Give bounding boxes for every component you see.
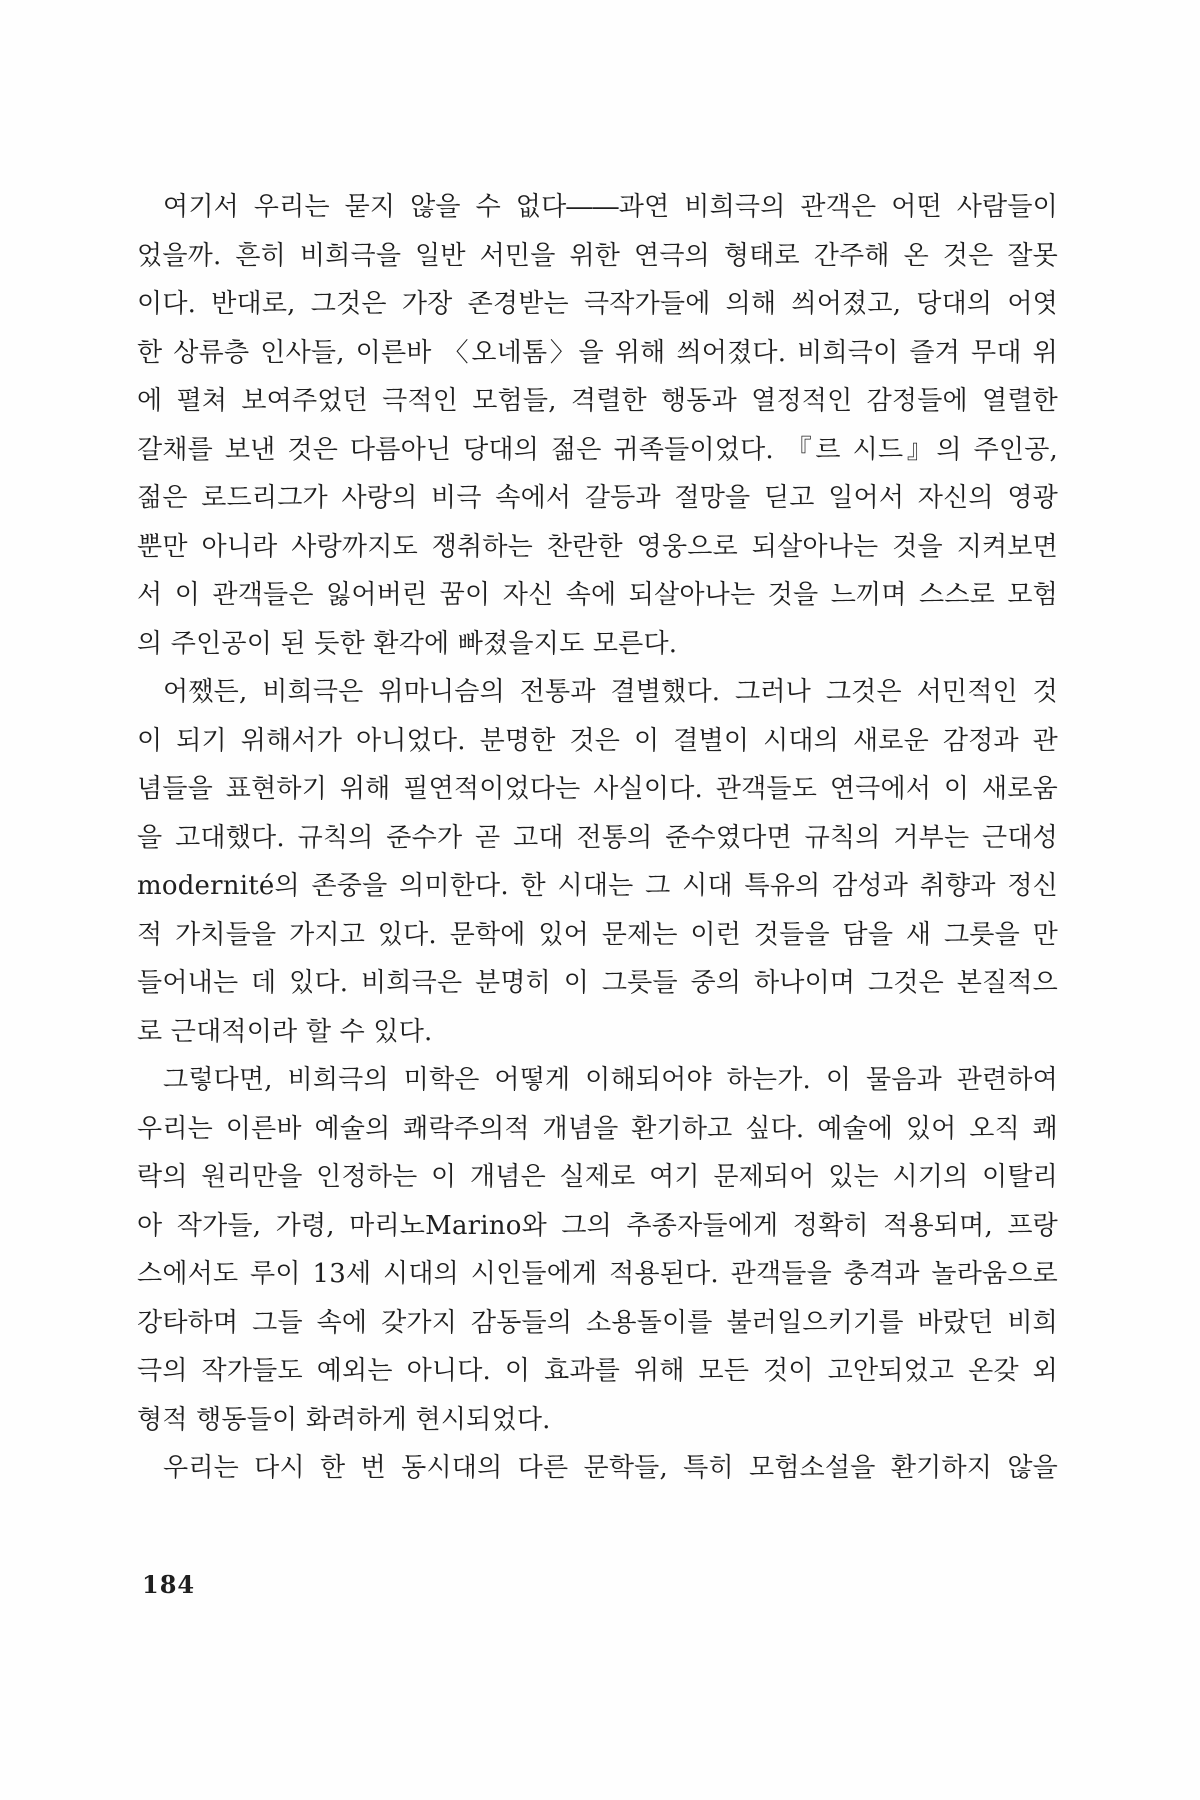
text-line: 갈채를 보낸 것은 다름아닌 당대의 젊은 귀족들이었다. 『르 시드』의 주인공, [137, 434, 1058, 465]
text-line: 뿐만 아니라 사랑까지도 쟁취하는 찬란한 영웅으로 되살아나는 것을 지켜보면 [137, 531, 1058, 562]
text-line: 락의 원리만을 인정하는 이 개념은 실제로 여기 문제되어 있는 시기의 이탈리 [137, 1162, 1058, 1192]
text-line: 들어내는 데 있다. 비희극은 분명히 이 그릇들 중의 하나이며 그것은 본질적으 [137, 968, 1058, 998]
text-line: 강타하며 그들 속에 갖가지 감동들의 소용돌이를 불러일으키기를 바랐던 비희 [137, 1307, 1058, 1338]
text-line: 아 작가들, 가령, 마리노Marino와 그의 추종자들에게 정확히 적용되며, 프랑 [137, 1210, 1058, 1241]
text-line: 우리는 다시 한 번 동시대의 다른 문학들, 특히 모험소설을 환기하지 않을 [163, 1453, 1058, 1483]
text-line: modernité의 존중을 의미한다. 한 시대는 그 시대 특유의 감성과 취향과 정신 [137, 871, 1058, 901]
text-line: 우리는 이른바 예술의 쾌락주의적 개념을 환기하고 싶다. 예술에 있어 오직 쾌 [137, 1113, 1058, 1144]
text-line: 었을까. 흔히 비희극을 일반 서민을 위한 연극의 형태로 간주해 온 것은 잘못 [137, 240, 1058, 271]
text-line: 스에서도 루이 13세 시대의 시인들에게 적용된다. 관객들을 충격과 놀라움으로 [137, 1259, 1058, 1289]
text-line: 서 이 관객들은 잃어버린 꿈이 자신 속에 되살아나는 것을 느끼며 스스로 모험 [137, 580, 1058, 610]
text-line: 을 고대했다. 규칙의 준수가 곧 고대 전통의 준수였다면 규칙의 거부는 근대성 [137, 822, 1058, 853]
text-line: 젊은 로드리그가 사랑의 비극 속에서 갈등과 절망을 딛고 일어서 자신의 영광 [137, 483, 1058, 513]
text-line: 형적 행동들이 화려하게 현시되었다. [137, 1404, 551, 1435]
text-line: 적 가치들을 가지고 있다. 문학에 있어 문제는 이런 것들을 담을 새 그릇을 만 [137, 919, 1058, 950]
page-number: 184 [142, 1570, 196, 1599]
text-line: 이다. 반대로, 그것은 가장 존경받는 극작가들에 의해 씌어졌고, 당대의 어엿 [137, 289, 1058, 319]
paragraph-1 [137, 183, 1058, 668]
text-line: 의 주인공이 된 듯한 환각에 빠졌을지도 모른다. [137, 628, 678, 659]
text-line: 이 되기 위해서가 아니었다. 분명한 것은 이 결별이 시대의 새로운 감정과 관 [137, 725, 1058, 756]
text-line: 에 펼쳐 보여주었던 극적인 모험들, 격렬한 행동과 열정적인 감정들에 열렬한 [137, 386, 1058, 416]
body-text [137, 183, 1058, 1493]
text-line: 어쨌든, 비희극은 위마니슴의 전통과 결별했다. 그러나 그것은 서민적인 것 [163, 677, 1058, 707]
text-line: 한 상류층 인사들, 이른바 〈오네톰〉을 위해 씌어졌다. 비희극이 즐겨 무대 위 [137, 337, 1058, 368]
paragraph-3 [137, 1056, 1058, 1444]
text-line: 념들을 표현하기 위해 필연적이었다는 사실이다. 관객들도 연극에서 이 새로움 [137, 774, 1058, 804]
text-line: 그렇다면, 비희극의 미학은 어떻게 이해되어야 하는가. 이 물음과 관련하여 [163, 1065, 1058, 1095]
text-line: 여기서 우리는 묻지 않을 수 없다――과연 비희극의 관객은 어떤 사람들이 [163, 192, 1058, 222]
paragraph-4 [137, 1444, 1058, 1493]
paragraph-2 [137, 668, 1058, 1056]
text-line: 극의 작가들도 예외는 아니다. 이 효과를 위해 모든 것이 고안되었고 온갖 외 [137, 1356, 1058, 1386]
text-line: 로 근대적이라 할 수 있다. [137, 1016, 433, 1047]
